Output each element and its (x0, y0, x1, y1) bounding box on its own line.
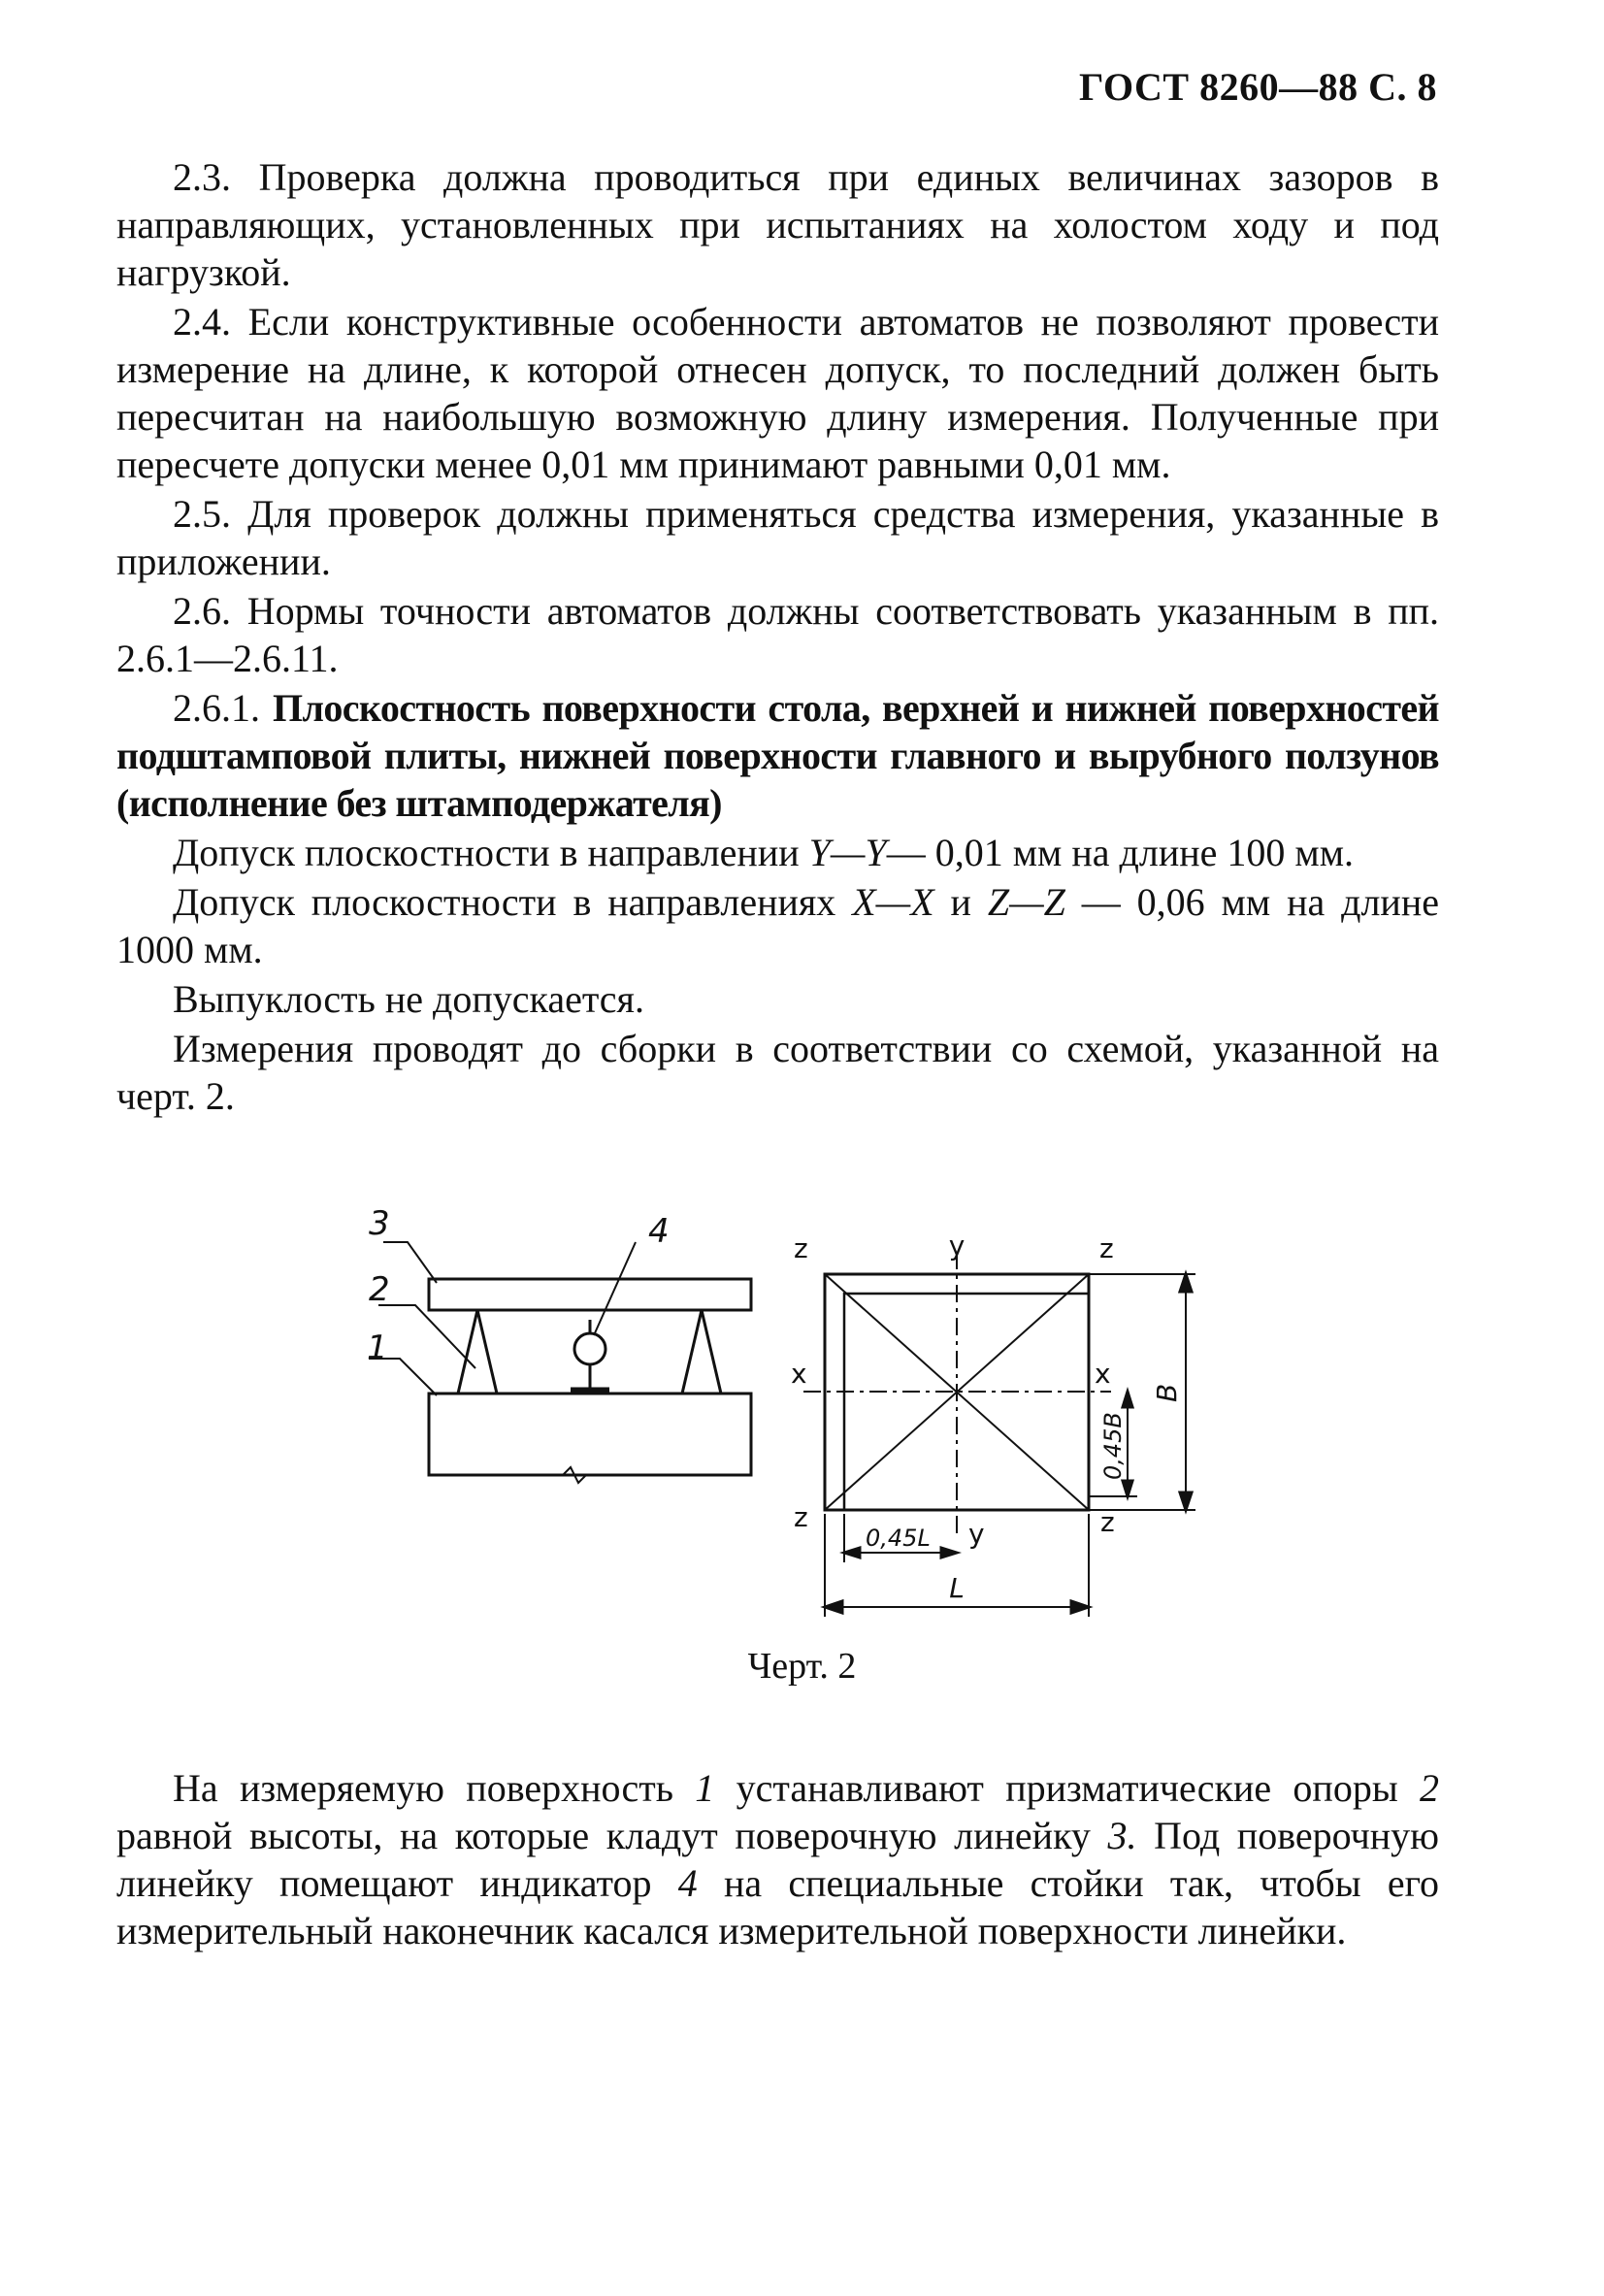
label-x-left: x (791, 1358, 807, 1390)
measurement-note: Измерения проводят до сборки в соответствии со схемой, указанной на черт. 2. (116, 1027, 1439, 1118)
drawing-svg (340, 1213, 1213, 1669)
text-a: На измеряемую поверхность (173, 1766, 696, 1810)
ref-1: 1 (695, 1766, 715, 1810)
straightedge-3 (429, 1279, 751, 1310)
paragraph-2-5: 2.5. Для проверок должны применяться средства измерения, указанные в приложении. (116, 492, 1439, 583)
label-x-right: x (1095, 1358, 1111, 1390)
conjunction: и (933, 880, 988, 924)
method-description (116, 1764, 1439, 1954)
text-d: Под поверочную линейку помещают индикатор (116, 1814, 1439, 1905)
section-title: Плоскостность поверхности стола, верхней и нижней поверхностей подштамповой плиты, нижней поверхности главного и вырубного ползунов (исполнение без штамподержателя) (116, 686, 1439, 825)
label-4: 4 (648, 1212, 670, 1251)
paragraph-2-3: 2.3. Проверка должна проводиться при единых величинах зазоров в направляющих, установленных при испытаниях на холостом ходу и под нагрузкой. (116, 155, 1439, 294)
leader-4 (594, 1242, 636, 1335)
axis-x: X—X (852, 880, 934, 924)
axis-z: Z—Z (987, 880, 1065, 924)
text-b: устанавливают призматические опоры (714, 1766, 1421, 1810)
tolerance-y (116, 829, 1439, 876)
leader-1 (369, 1359, 437, 1395)
main-text (116, 153, 1439, 1122)
indicator-4 (574, 1333, 606, 1364)
paragraph-2-4: 2.4. Если конструктивные особенности автоматов не позволяют провести измерение на длине, к которой отнесен допуск, то последний должен быть пересчитан на наибольшую возможную длину измерения. Полученные при пересчете допуски менее 0,01 мм принимают равными 0,01 мм. (116, 300, 1439, 486)
ref-2: 2 (1420, 1766, 1440, 1810)
label-y-bottom: y (968, 1518, 985, 1550)
closing-paragraph (116, 1764, 1439, 1956)
label-2: 2 (369, 1270, 390, 1309)
ref-3: 3. (1107, 1814, 1137, 1857)
paragraph-2-6: 2.6. Нормы точности автоматов должны соответствовать указанным в пп. 2.6.1—2.6.11. (116, 589, 1439, 680)
text-e: на специальные стойки так, чтобы его измерительный наконечник касался измерительной поверхности линейки. (116, 1861, 1439, 1952)
label-z-tl: z (794, 1232, 808, 1264)
figure-caption: Черт. 2 (747, 1646, 857, 1687)
tolerance-xz-value: — 0,06 мм на длине 1000 мм. (116, 880, 1440, 971)
support-right (682, 1310, 721, 1394)
plan-outer (891, 1291, 1062, 1293)
label-045L: 0,45L (866, 1525, 931, 1552)
label-045B: 0,45B (1099, 1412, 1127, 1480)
drawing-2 (340, 1213, 1213, 1669)
tolerance-y-value: — 0,01 мм на длине 100 мм. (886, 831, 1355, 874)
tolerance-xz (116, 878, 1439, 973)
label-B: B (1151, 1383, 1183, 1402)
paragraph-2-6-1 (116, 684, 1439, 827)
tolerance-xz-text: Допуск плоскостности в направлениях (173, 880, 853, 924)
axis-y: Y—Y (808, 831, 887, 874)
ref-4: 4 (677, 1861, 698, 1905)
label-z-br: z (1100, 1506, 1115, 1538)
label-L: L (949, 1572, 965, 1604)
convexity-note: Выпуклость не допускается. (173, 977, 644, 1021)
break-line (429, 1467, 751, 1483)
label-z-bl: z (794, 1501, 808, 1533)
label-z-tr: z (1099, 1232, 1114, 1264)
measured-surface-1 (429, 1394, 751, 1475)
label-y-top: y (948, 1230, 966, 1262)
plan-square-outer-line (551, 1290, 722, 1460)
page-header: ГОСТ 8260—88 С. 8 (1078, 65, 1437, 109)
text-c: равной высоты, на которые кладут поверочную линейку (116, 1814, 1108, 1857)
leader-3 (383, 1242, 437, 1283)
label-3: 3 (369, 1204, 390, 1243)
label-1: 1 (367, 1328, 388, 1367)
section-number: 2.6.1. (173, 686, 260, 730)
tolerance-y-text: Допуск плоскостности в направлении (173, 831, 809, 874)
support-left (458, 1310, 497, 1394)
